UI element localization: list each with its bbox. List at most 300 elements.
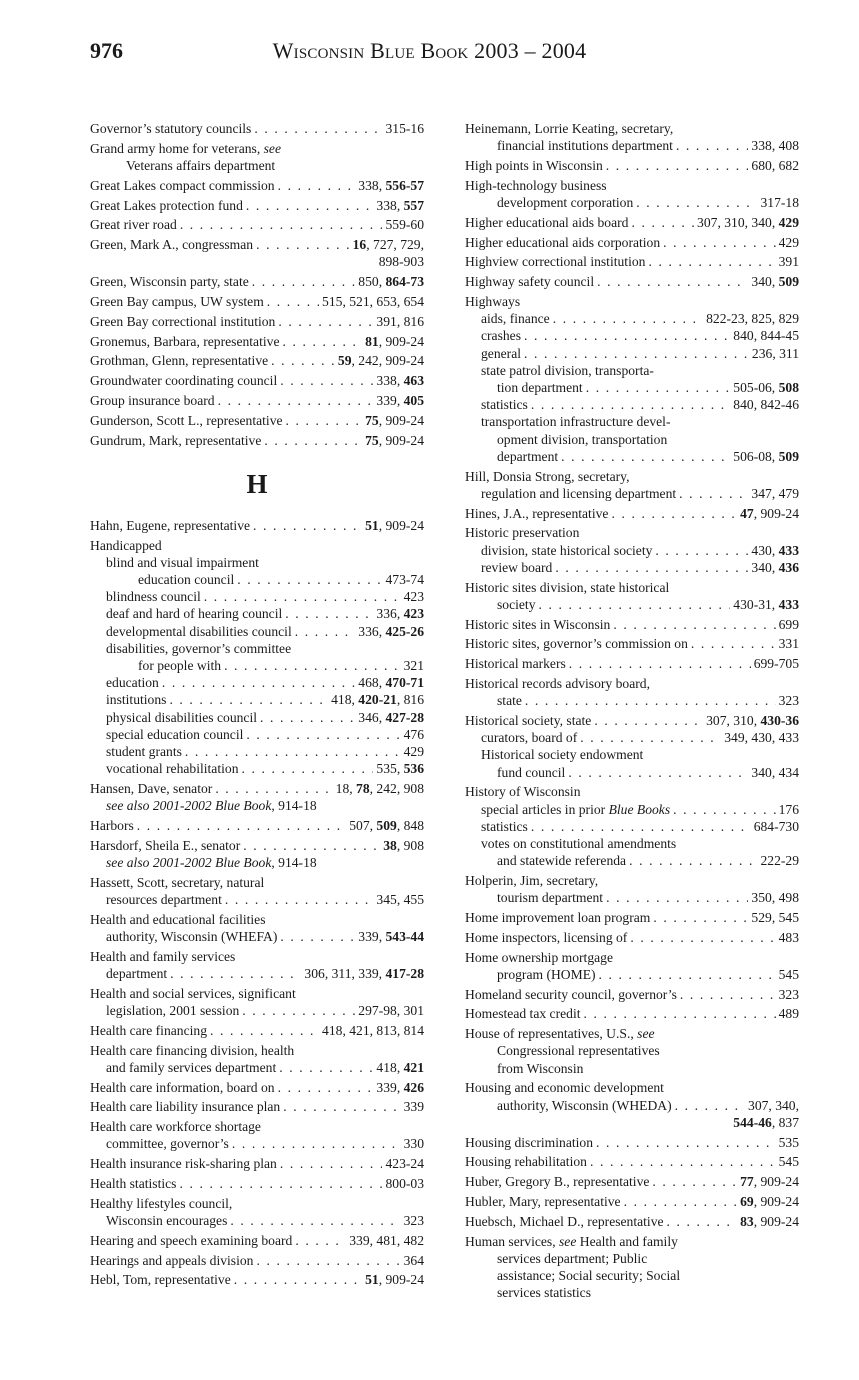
page-references [404,726,424,743]
index-line [465,1173,799,1190]
index-term: development corporation [497,195,634,210]
dot-leader [606,889,748,906]
index-line [465,448,799,465]
index-line [90,554,424,571]
page-reference: 545 [778,966,799,982]
index-line [90,1059,424,1076]
index-line [90,1079,424,1096]
index-term: society [497,596,536,612]
index-entry [465,234,799,251]
page-reference: 338, [358,177,386,193]
index-term: Housing and economic development [465,1080,664,1096]
index-entry [90,985,424,1019]
index-term: program (HOME) [497,966,596,982]
page-reference: 405 [403,392,424,408]
dot-leader [225,891,374,908]
page-reference: , 909-24 [378,517,424,533]
index-term: review board [481,559,553,575]
page-references [751,764,799,781]
index-line [90,1195,424,1212]
page-references [706,310,799,327]
index-term: fund council [497,764,566,780]
index-line [90,1155,424,1172]
index-entry [465,675,799,709]
index-line [90,1271,424,1288]
index-line [90,412,424,429]
dot-leader [524,327,730,344]
index-line [465,505,799,522]
index-line [465,712,799,729]
dot-leader [279,1059,373,1076]
dot-leader [553,310,703,327]
page-reference: 425-26 [385,623,424,639]
page-reference: 75 [365,432,379,448]
index-line [90,293,424,310]
page-references [754,655,799,672]
page-reference: 323 [778,986,799,1002]
dot-leader [624,1193,738,1210]
page-reference: 176 [778,801,799,817]
page-references [751,909,799,926]
index-line [465,214,799,231]
index-term: services department; Public [497,1250,648,1266]
index-term: Homestead tax credit [465,1006,581,1022]
page-references [385,1175,424,1192]
index-term: special articles in prior Blue Books [481,801,671,817]
page-reference: 536 [403,761,424,777]
dot-leader [531,396,730,413]
page-reference: 473-74 [385,571,424,587]
dot-leader [525,692,776,709]
page-references [322,293,424,310]
index-entry [90,1195,424,1229]
dot-leader [253,517,362,534]
page-references [385,1155,424,1172]
index-term: committee, governor’s [106,1136,229,1152]
index-line [90,760,424,777]
index-line [465,655,799,672]
index-term: state patrol division, transporta- [481,362,654,378]
page-references [376,760,424,777]
index-term: see also 2001-2002 Blue Book, 914-18 [106,798,317,814]
page-references [779,1153,799,1170]
index-line [90,1252,424,1269]
index-term: Healthy lifestyles council, [90,1195,233,1211]
dot-leader [286,412,363,429]
page-reference: 426 [403,1079,424,1095]
index-term: Congressional representatives [497,1043,660,1059]
page-references [779,1005,799,1022]
index-line [465,1005,799,1022]
page-reference: , 909-24 [378,1272,424,1288]
index-entry [90,1175,424,1192]
dot-leader [631,214,694,231]
index-entry [90,537,424,778]
index-line [90,1232,424,1249]
index-line [465,327,799,344]
index-term: Huber, Gregory B., representative [465,1174,650,1190]
dot-leader [280,372,373,389]
dot-leader [260,709,355,726]
page-references [779,986,799,1003]
page-references [740,1213,799,1230]
see-also-reference: see also 2001-2002 Blue Book [106,798,272,814]
index-entry [90,1079,424,1096]
dot-leader [218,392,374,409]
index-term: Homeland security council, governor’s [465,986,677,1002]
dot-leader [675,1097,745,1114]
index-line [465,293,799,310]
index-term: Home inspectors, licensing of [465,929,628,945]
dot-leader [232,1135,401,1152]
index-line [465,889,799,906]
see-reference: see [559,1233,577,1249]
index-term: Historical society endowment [481,747,644,763]
index-entry [90,293,424,310]
page-reference: 75 [365,412,379,428]
index-line [465,783,799,800]
page-references [733,448,799,465]
index-term: Great Lakes protection fund [90,197,243,213]
page-reference-continuation [90,253,424,270]
page-reference: 822-23, 825, 829 [706,311,799,327]
index-line [465,1025,799,1042]
dot-leader [596,1134,776,1151]
index-term: Historical records advisory board, [465,676,650,691]
index-term: Gronemus, Barbara, representative [90,333,280,349]
page-reference: 423-24 [385,1156,424,1172]
dot-leader [283,1098,400,1115]
page-references [733,379,799,396]
index-term: special education council [106,726,244,742]
page-reference: 339, [358,929,386,944]
index-line [465,542,799,559]
index-term: authority, Wisconsin (WHEDA) [497,1097,672,1113]
index-term: Holperin, Jim, secretary, [465,873,599,889]
index-term: see also 2001-2002 Blue Book, 914-18 [106,855,317,870]
dot-leader [237,571,382,588]
index-line [90,1175,424,1192]
page-references [752,345,799,362]
index-line [465,1134,799,1151]
index-line [465,764,799,781]
dot-leader [243,837,380,854]
index-line [90,817,424,834]
index-term: financial institutions department [497,138,673,154]
index-term: Hines, J.A., representative [465,505,609,521]
page-references [376,197,424,214]
dot-leader [264,432,362,449]
page-reference: 321 [403,657,424,673]
index-term: Handicapped [90,537,162,553]
index-line [90,1135,424,1152]
index-entry [465,120,799,154]
index-line [90,571,424,588]
page-references [740,1193,799,1210]
page-references [751,485,799,502]
index-line [465,253,799,270]
index-line [465,949,799,966]
index-entry [90,140,424,174]
index-term: Home ownership mortgage [465,949,613,965]
dot-leader [246,726,400,743]
running-head: Wisconsin Blue Book 2003 – 2004 [272,38,587,63]
dot-leader [169,691,328,708]
index-entry [90,120,424,137]
index-term: Governor’s statutory councils [90,121,252,136]
dot-leader [180,216,383,233]
dot-leader [613,616,775,633]
index-term: authority, Wisconsin (WHEFA) [106,929,278,944]
index-term: education [106,675,159,691]
page-references [779,234,799,251]
index-entry [90,1271,424,1288]
page-reference: 77 [740,1174,754,1190]
section-letter-heading: H [246,468,268,499]
page-reference: 429 [403,744,424,759]
index-term: Great Lakes compact commission [90,177,275,193]
page-reference: 429 [778,214,799,230]
page-references [779,929,799,946]
page-references [724,729,799,746]
index-term: for people with [138,657,222,673]
page-reference: 436 [778,559,799,575]
index-term: Home improvement loan program [465,910,651,926]
page-reference: , 909-24 [378,333,424,349]
page-references [376,605,424,622]
dot-leader [295,623,356,640]
index-term: Hahn, Eugene, representative [90,517,251,533]
page-references [376,313,424,330]
page-references [376,891,424,908]
page-references [779,635,799,652]
index-entry [465,1153,799,1170]
page-references [733,596,799,613]
page-reference: 545 [778,1154,799,1170]
italic-title: Blue Books [608,801,671,817]
index-term: physical disabilities council [106,709,258,725]
page-reference: 83 [740,1213,754,1229]
dot-leader [224,657,401,674]
index-line [90,891,424,908]
dot-leader [204,588,401,605]
index-entry [465,1233,799,1302]
index-entry [90,1098,424,1115]
page-reference: 507, [349,818,377,833]
dot-leader [673,801,775,818]
index-term: Hassett, Scott, secretary, natural [90,874,265,890]
dot-leader [663,234,775,251]
index-term: Hill, Donsia Strong, secretary, [465,468,630,484]
index-term: opment division, transportation [497,431,668,447]
page-references [365,333,424,350]
index-term: Housing rehabilitation [465,1154,587,1170]
index-line [465,1060,799,1077]
index-term: Health and social services, significant [90,985,296,1001]
page-reference: 543-44 [385,929,424,944]
page-reference: , 816 [396,692,424,708]
index-entry [90,392,424,409]
index-line [465,1250,799,1267]
index-term: Grand army home for veterans, see [90,140,281,156]
index-term: Great river road [90,217,177,233]
page-reference: , 909-24 [753,505,799,521]
page-reference: 429 [778,234,799,250]
index-entry [465,909,799,926]
index-line [90,948,424,965]
index-term: Health insurance risk-sharing plan [90,1156,277,1172]
index-entry [90,1042,424,1076]
index-term: Historic sites, governor’s commission on [465,636,688,652]
page-reference: 423 [403,606,424,622]
index-line [465,1042,799,1059]
index-line [465,818,799,835]
index-line [90,640,424,657]
page-reference: 559-60 [385,217,424,233]
index-term: from Wisconsin [497,1060,584,1076]
index-term: Hansen, Dave, senator [90,781,213,796]
index-entry [90,874,424,908]
page-reference: 508 [778,380,799,395]
page-reference: 364 [403,1252,424,1268]
page-reference: 544-46 [733,1114,772,1130]
page-reference: 338, [376,197,404,213]
page-reference: 529, 545 [751,910,799,926]
page-reference: 323 [403,1212,424,1228]
index-term: blindness council [106,589,201,605]
index-term: Highways [465,293,521,309]
dot-leader [568,764,748,781]
index-term: department [497,448,559,464]
index-line [90,605,424,622]
page-reference: 850, [358,274,386,290]
index-line [90,985,424,1002]
page-references [376,1059,424,1076]
dot-leader [162,674,355,691]
index-term: disabilities, governor’s committee [106,640,292,656]
page-reference: 417-28 [385,966,424,981]
index-term: Health care financing division, health [90,1042,295,1058]
dot-leader [280,1155,383,1172]
index-line [465,835,799,852]
dot-leader [242,760,374,777]
index-term: state [497,693,522,709]
index-line [465,1233,799,1250]
index-line [465,1213,799,1230]
page-references [404,1098,424,1115]
index-term: Human services, see Health and family [465,1233,678,1249]
page-reference: , 909-24 [753,1174,799,1190]
dot-leader [282,333,362,350]
index-entry [465,872,799,906]
index-line [90,709,424,726]
index-entry [465,712,799,781]
dot-leader [679,485,748,502]
index-line [465,1284,799,1301]
index-entry [465,783,799,869]
page-reference: 898-903 [378,254,424,270]
page-references [358,1002,424,1019]
page-reference: 340, [751,274,779,290]
index-entry [90,817,424,834]
index-entry [90,273,424,290]
page-reference: 330 [403,1136,424,1152]
page-reference: 800-03 [385,1175,424,1191]
dot-leader [254,120,382,137]
index-term: resources department [106,892,222,907]
index-entry [465,524,799,576]
dot-leader [524,345,749,362]
index-entry [465,505,799,522]
dot-leader [271,352,335,369]
index-term: Hubler, Mary, representative [465,1194,621,1209]
dot-leader [170,965,301,982]
index-term: and family services department [106,1059,277,1075]
index-entry [90,837,424,871]
page-reference: 336, [376,606,404,622]
page-references [358,709,424,726]
dot-leader [597,273,748,290]
dot-leader [256,1252,400,1269]
page-reference: 840, 844-45 [733,328,799,344]
dot-leader [611,505,737,522]
page-reference: 684-730 [753,818,799,834]
page-references [376,372,424,389]
index-line [90,726,424,743]
page-reference: 323 [778,693,799,709]
index-line [90,691,424,708]
index-entry [90,432,424,449]
index-term: Health care workforce shortage [90,1119,261,1135]
dot-leader [230,1212,400,1229]
page-reference: 535, [376,761,404,777]
index-entry [90,177,424,194]
index-term: Hearings and appeals division [90,1252,254,1268]
page-references [358,674,424,691]
page-reference: 350, 498 [751,890,799,906]
index-entry [465,468,799,502]
page-reference: 470-71 [385,675,424,691]
page-reference: , 908 [396,837,424,853]
index-term: Grothman, Glenn, representative [90,353,269,369]
index-term: services statistics [497,1285,592,1301]
page-references [404,588,424,605]
index-line [465,1153,799,1170]
page-reference-continuation [465,1114,799,1131]
page-references [751,559,799,576]
index-entry [90,313,424,330]
page-reference: 38 [383,837,397,853]
index-line [465,596,799,613]
page-references [336,780,424,797]
page-references [706,712,799,729]
page-reference: 315-16 [385,121,424,136]
index-entry [465,949,799,983]
index-entry [90,197,424,214]
index-line [90,1022,424,1039]
index-column-right [465,120,799,1304]
page-reference: 347, 479 [751,485,799,501]
page-reference: 336, [358,623,386,639]
dot-leader [680,986,776,1003]
page-reference: 557 [403,197,424,213]
dot-leader [584,1005,776,1022]
dot-leader [285,605,373,622]
dot-leader [278,1079,374,1096]
index-term: vocational rehabilitation [106,761,239,777]
dot-leader [185,743,401,760]
index-line [465,120,799,137]
